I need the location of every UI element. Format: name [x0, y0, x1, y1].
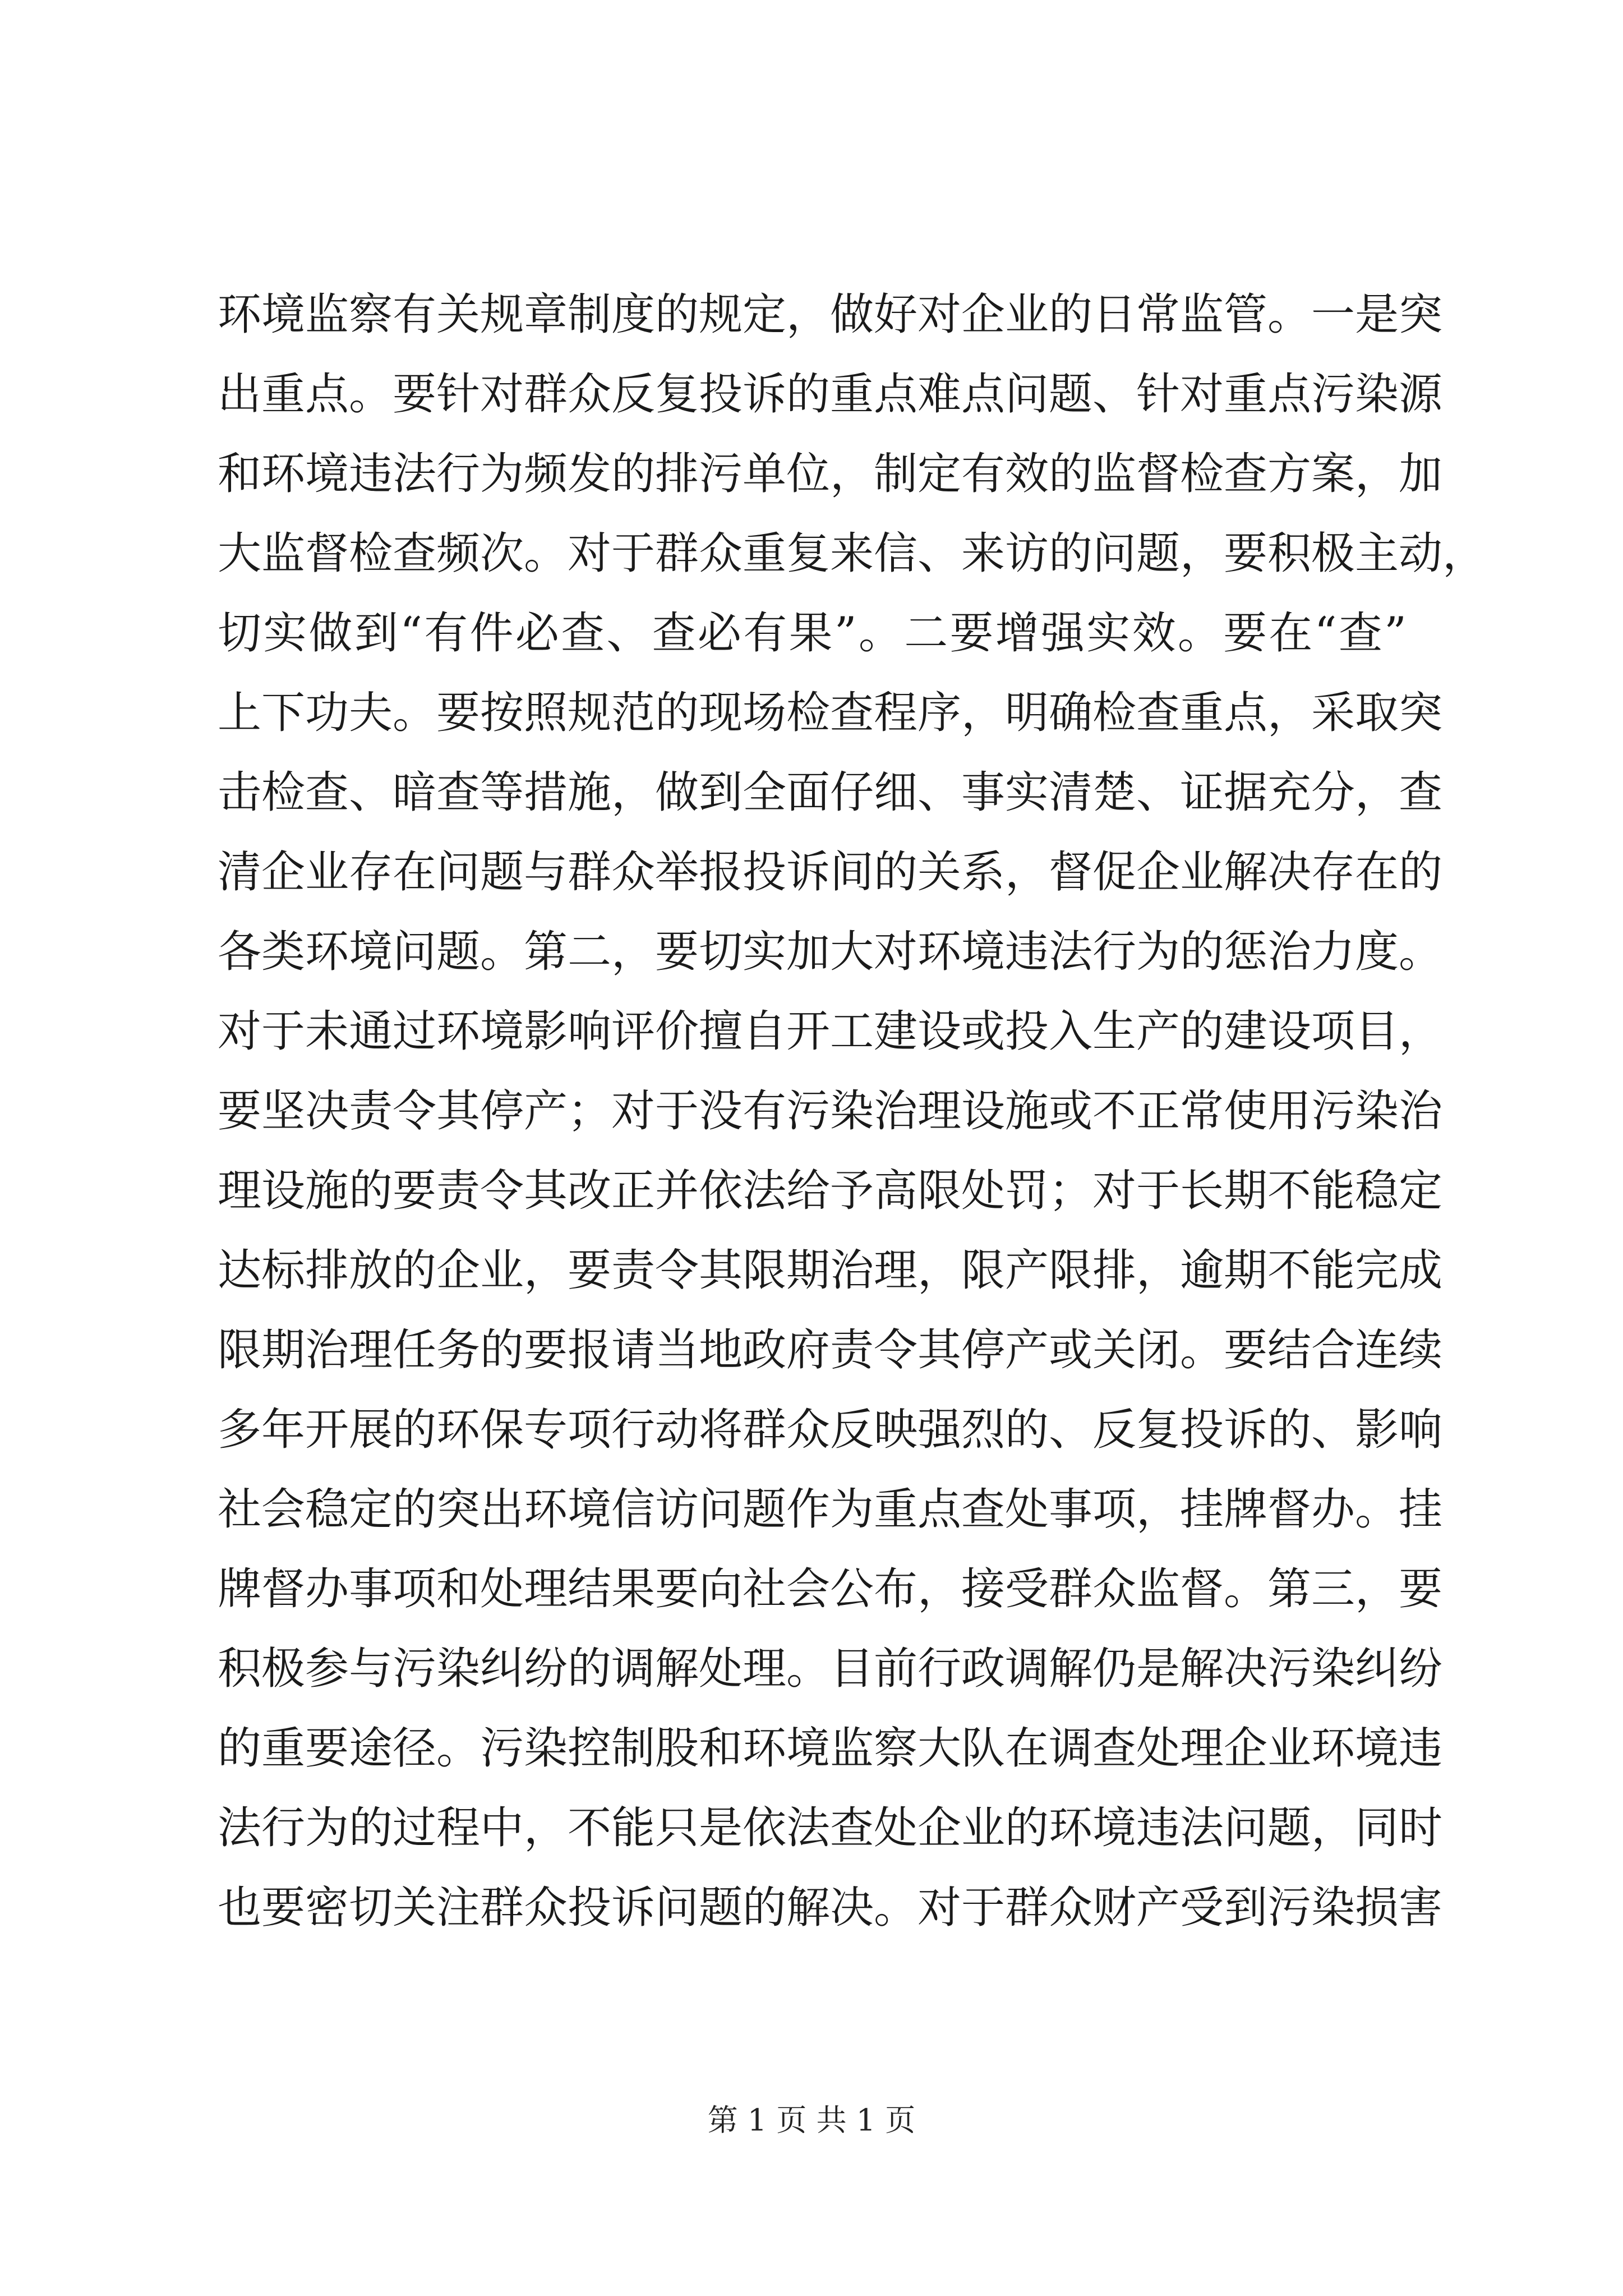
text-line: 大监督检查频次。对于群众重复来信、来访的问题，要积极主动， [218, 528, 1487, 579]
text-line: 牌督办事项和处理结果要向社会公布，接受群众监督。第三，要 [218, 1564, 1443, 1614]
text-line: 限期治理任务的要报请当地政府责令其停产或关闭。要结合连续 [218, 1325, 1443, 1375]
text-line: 也要密切关注群众投诉问题的解决。对于群众财产受到污染损害 [218, 1883, 1443, 1933]
text-line: 对于未通过环境影响评价擅自开工建设或投入生产的建设项目， [218, 1006, 1443, 1057]
text-line: 清企业存在问题与群众举报投诉间的关系，督促企业解决存在的 [218, 847, 1443, 898]
text-line: 达标排放的企业，要责令其限期治理，限产限排，逾期不能完成 [218, 1245, 1443, 1296]
text-line: 法行为的过程中，不能只是依法查处企业的环境违法问题，同时 [218, 1803, 1443, 1853]
body-text [218, 275, 1487, 1948]
text-line: 上下功夫。要按照规范的现场检查程序，明确检查重点，采取突 [218, 688, 1443, 738]
text-line: 理设施的要责令其改正并依法给予高限处罚；对于长期不能稳定 [218, 1166, 1443, 1216]
text-line: 击检查、暗查等措施，做到全面仔细、事实清楚、证据充分，查 [218, 767, 1443, 818]
text-line: 切实做到“有件必查、查必有果”。二要增强实效。要在“查” [218, 608, 1407, 659]
text-line: 出重点。要针对群众反复投诉的重点难点问题、针对重点污染源 [218, 369, 1443, 420]
text-line: 要坚决责令其停产；对于没有污染治理设施或不正常使用污染治 [218, 1086, 1443, 1137]
text-line: 多年开展的环保专项行动将群众反映强烈的、反复投诉的、影响 [218, 1405, 1443, 1455]
text-line: 环境监察有关规章制度的规定，做好对企业的日常监管。一是突 [218, 289, 1443, 340]
text-line: 积极参与污染纠纷的调解处理。目前行政调解仍是解决污染纠纷 [218, 1644, 1443, 1694]
text-line: 社会稳定的突出环境信访问题作为重点查处事项，挂牌督办。挂 [218, 1484, 1443, 1535]
text-line: 的重要途径。污染控制股和环境监察大队在调查处理企业环境违 [218, 1723, 1443, 1774]
page-footer: 第 1 页 共 1 页 [707, 2102, 916, 2138]
text-line: 和环境违法行为频发的排污单位，制定有效的监督检查方案，加 [218, 449, 1443, 499]
text-line: 各类环境问题。第二，要切实加大对环境违法行为的惩治力度。 [218, 927, 1443, 977]
